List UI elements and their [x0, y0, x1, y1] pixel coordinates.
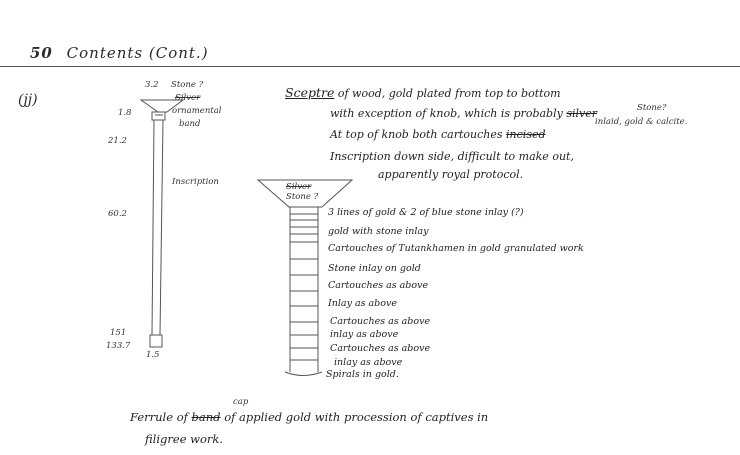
description-line-5: apparently royal protocol. [378, 168, 524, 181]
page-number: 50 [30, 44, 53, 62]
band-note-7: Cartouches as above [330, 316, 431, 327]
description-line-2 [330, 107, 597, 120]
measure-mid: 60.2 [108, 209, 127, 219]
footer-line-1-a: Ferrule of [130, 410, 188, 424]
band-note-9: Cartouches as above [330, 343, 431, 354]
band-note-6: Inlay as above [328, 298, 397, 309]
description-line-2-text: with exception of knob, which is probably [330, 107, 563, 120]
measure-ferrule: 1.5 [146, 350, 160, 360]
description-line-1-text: of wood, gold plated from top to bottom [337, 87, 561, 100]
struck-silver-large: Silver [286, 182, 312, 192]
footer-line-1-b: of applied gold with procession of captives in [224, 410, 489, 424]
inscription-label: Inscription [172, 177, 219, 187]
footer-line-2: filigree work. [145, 432, 224, 446]
band-note-10: inlay as above [334, 357, 403, 368]
stone-insert: Stone? [637, 103, 667, 113]
stone-annotation: Stone ? [171, 80, 204, 90]
description-line-4: Inscription down side, difficult to make out, [330, 150, 574, 163]
inlaid-insert: inlaid, gold & calcite. [595, 117, 688, 127]
band-note-4: Stone inlay on gold [328, 263, 421, 274]
description-line-3 [330, 128, 546, 141]
band-note-3: Cartouches of Tutankhamen in gold granulated work [328, 243, 584, 254]
measure-151: 151 [110, 328, 127, 338]
measure-knob: 1.8 [118, 108, 132, 118]
ornamental-label: ornamental [172, 106, 222, 116]
small-sceptre-sketch [141, 100, 183, 347]
item-label: (jj) [18, 92, 38, 108]
band-note-2: gold with stone inlay [328, 226, 429, 237]
band-note-11: Spirals in gold. [326, 369, 399, 380]
description-line-3-text: At top of knob both cartouches [330, 128, 503, 141]
band-note-8: inlay as above [330, 329, 399, 340]
description-line-1 [285, 85, 561, 100]
cap-insert: cap [233, 397, 249, 407]
measure-top: 3.2 [145, 80, 159, 90]
band-note-5: Cartouches as above [328, 280, 429, 291]
measure-band: 21.2 [108, 136, 127, 146]
struck-silver-small: Silver [175, 93, 201, 103]
stone-large: Stone ? [286, 192, 319, 202]
struck-incised: incised [506, 128, 546, 141]
struck-band: band [191, 410, 221, 424]
measure-1337: 133.7 [106, 341, 131, 351]
band-label: band [179, 119, 201, 129]
page-title-text: Contents (Cont.) [66, 44, 209, 62]
sceptre-heading: Sceptre [285, 85, 335, 100]
struck-silver-text: silver [566, 107, 597, 120]
band-note-1: 3 lines of gold & 2 of blue stone inlay (?) [328, 207, 524, 218]
footer-line-1 [130, 410, 488, 424]
